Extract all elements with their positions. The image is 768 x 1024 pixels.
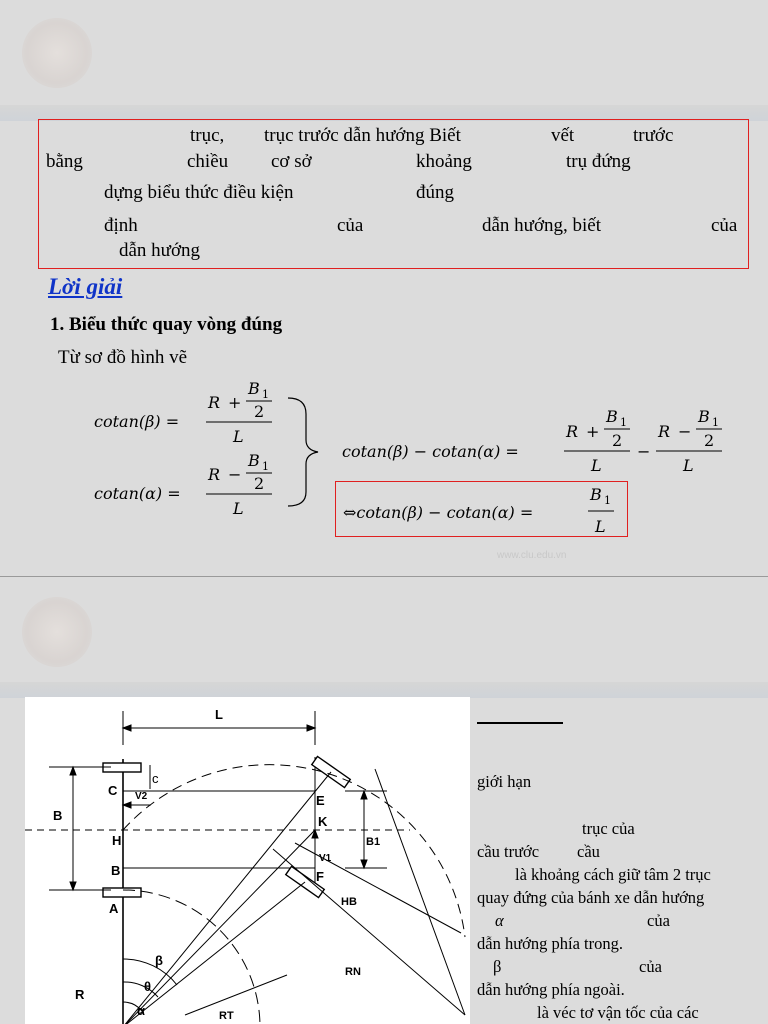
note-text: cầu <box>577 842 600 861</box>
subscript-1: 1 <box>262 388 269 401</box>
problem-text: vết <box>551 125 575 146</box>
problem-text: của <box>711 215 738 236</box>
problem-text: dựng biểu thức điều kiện <box>104 182 294 203</box>
cotan-beta-label: cotan(β) = <box>94 412 180 431</box>
note-text: giới hạn <box>477 772 532 791</box>
intro-text: Từ sơ đồ hình vẽ <box>58 347 188 368</box>
label-RN: RN <box>345 966 361 978</box>
denominator-L: L <box>595 517 606 536</box>
label-F: F <box>316 869 324 884</box>
denominator-2: 2 <box>612 431 623 450</box>
problem-text: trước <box>633 125 674 146</box>
label-B-point: B <box>111 863 121 878</box>
denominator-L: L <box>591 456 602 475</box>
label-RT: RT <box>219 1010 234 1022</box>
label-C: C <box>108 783 118 798</box>
watermark-text: www.clu.edu.vn <box>497 550 567 561</box>
problem-text: đúng <box>416 182 454 203</box>
denominator-L: L <box>233 427 244 446</box>
university-logo-watermark <box>22 597 92 667</box>
title-underline <box>477 722 563 724</box>
problem-text: dẫn hướng, biết <box>482 215 602 236</box>
label-theta: θ <box>144 979 152 994</box>
minus-sign: − <box>637 442 651 461</box>
label-E: E <box>316 793 325 808</box>
label-V2: V2 <box>135 791 148 802</box>
subscript-1: 1 <box>604 494 611 507</box>
problem-text: khoảng <box>416 151 472 172</box>
problem-text: của <box>337 215 364 236</box>
label-H: H <box>112 833 122 848</box>
note-text: trục của <box>582 819 635 838</box>
label-L: L <box>215 707 223 722</box>
subscript-1: 1 <box>262 460 269 473</box>
problem-text: dẫn hướng <box>119 240 201 261</box>
denominator-2: 2 <box>704 431 715 450</box>
note-text: là khoảng cách giữ tâm 2 trục <box>515 865 711 884</box>
numerator-R: R <box>566 422 579 441</box>
subscript-1: 1 <box>712 416 719 429</box>
note-text: cầu trước <box>477 842 540 861</box>
note-text: α <box>495 911 504 930</box>
note-text: của <box>639 957 662 976</box>
section-title: 1. Biểu thức quay vòng đúng <box>50 314 283 335</box>
B-symbol: B <box>606 407 618 426</box>
problem-text: trục, <box>190 125 225 146</box>
steering-geometry-figure <box>25 697 470 1024</box>
problem-text: định <box>104 215 138 236</box>
problem-text: trụ đứng <box>566 151 631 172</box>
label-B-dimension: B <box>53 808 63 823</box>
subscript-1: 1 <box>620 416 627 429</box>
solution-heading: Lời giải <box>48 274 123 299</box>
label-c: c <box>152 771 159 786</box>
label-K: K <box>318 814 328 829</box>
difference-label: cotan(β) − cotan(α) = <box>342 442 519 461</box>
numerator-R: R <box>658 422 671 441</box>
denominator-L: L <box>233 499 244 518</box>
label-R: R <box>75 987 85 1002</box>
problem-text: cơ sở <box>271 151 312 172</box>
note-text: của <box>647 911 670 930</box>
denominator-L: L <box>683 456 694 475</box>
label-HB: HB <box>341 896 357 908</box>
note-text: là véc tơ vận tốc của các <box>537 1003 699 1022</box>
slide-2 <box>0 577 768 1024</box>
cotan-alpha-label: cotan(α) = <box>94 484 181 503</box>
B-symbol: B <box>698 407 710 426</box>
note-text: dẫn hướng phía ngoài. <box>477 980 625 999</box>
B-symbol: B <box>590 485 602 504</box>
plus-sign: + <box>228 393 242 412</box>
university-logo-watermark <box>22 18 92 88</box>
label-B1: B1 <box>366 836 381 848</box>
label-beta: β <box>155 953 163 968</box>
curly-brace-icon <box>288 398 318 506</box>
B-symbol: B <box>248 451 260 470</box>
B-symbol: B <box>248 379 260 398</box>
label-A: A <box>109 901 119 916</box>
header-band <box>0 682 768 698</box>
minus-sign: − <box>678 422 692 441</box>
plus-sign: + <box>586 422 600 441</box>
numerator-R: R <box>208 393 221 412</box>
note-text: dẫn hướng phía trong. <box>477 934 623 953</box>
note-text: quay đứng của bánh xe dẫn hướng <box>477 888 705 907</box>
result-label: ⇔cotan(β) − cotan(α) = <box>343 503 534 522</box>
denominator-2: 2 <box>254 474 265 493</box>
numerator-R: R <box>208 465 221 484</box>
denominator-2: 2 <box>254 402 265 421</box>
label-alpha: α <box>137 1003 145 1018</box>
steering-diagram <box>25 697 470 1024</box>
note-text: β <box>493 957 502 976</box>
result-highlight-box <box>335 481 628 537</box>
minus-sign: − <box>228 465 242 484</box>
problem-text: chiều <box>187 151 229 172</box>
problem-text: trục trước dẫn hướng Biết <box>264 125 461 146</box>
problem-text: bằng <box>46 151 83 172</box>
label-V1: V1 <box>319 853 332 864</box>
